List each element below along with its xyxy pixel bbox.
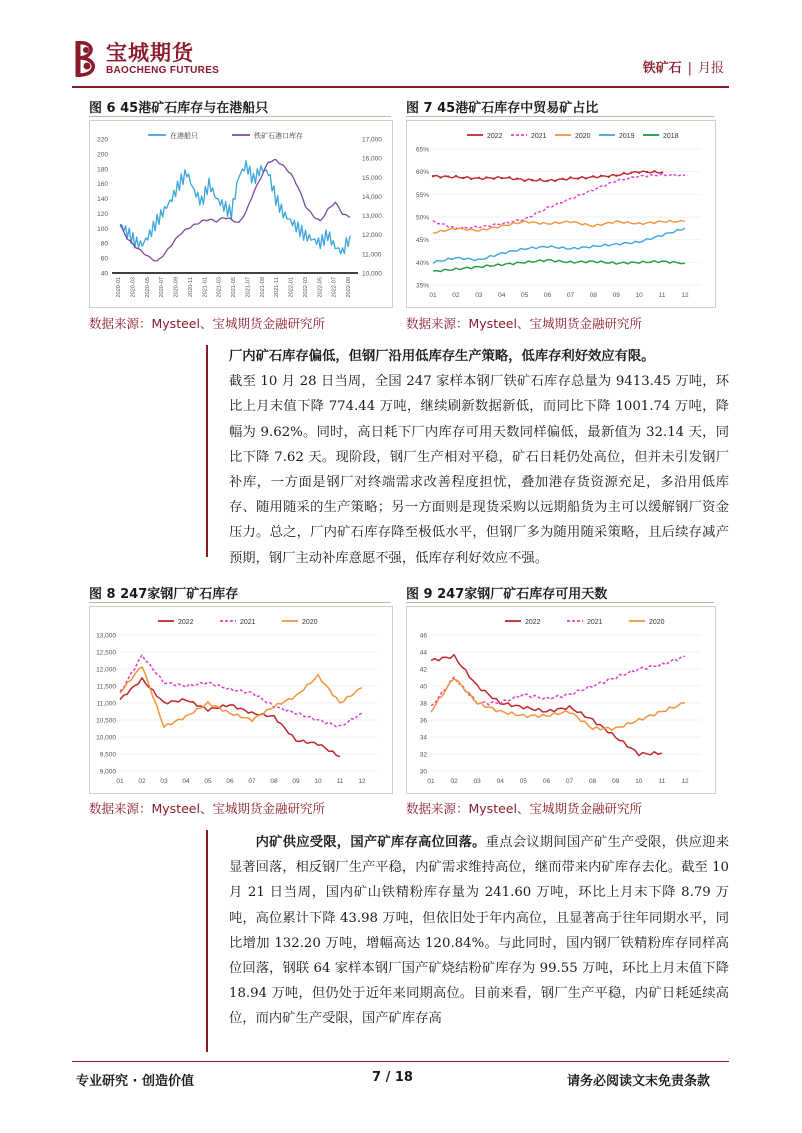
y-tick-label: 34 [419,734,427,742]
figure-8-rule [89,602,391,603]
x-tick-label: 2021-09 [259,277,266,298]
series-line-2021 [120,655,362,727]
y-tick-label: 65% [415,146,429,154]
left-axis-tick: 180 [97,166,108,174]
chart-mill-stock-days [407,607,715,793]
series-marker [638,172,640,174]
y-tick-label: 11,000 [96,700,116,708]
y-tick-label: 12,500 [96,649,116,657]
x-tick-label: 12 [681,292,689,299]
y-tick-label: 11,500 [96,683,116,691]
series-marker [546,180,548,182]
series-marker [462,177,464,179]
right-axis-tick: 10,000 [362,270,382,278]
series-marker [562,178,564,180]
x-tick-label: 2020-11 [187,277,194,298]
section-1-lead: 厂内矿石库存偏低，但钢厂沿用低库存生产策略，低库存利好效应有限。 [229,349,655,364]
series-line-2022 [120,678,340,757]
series-marker [585,177,587,179]
figure-6-title: 图 6 45港矿石库存与在港船只 [89,101,269,116]
x-tick-label: 07 [565,778,574,785]
series-marker [432,175,434,177]
figure-9-title: 图 9 247家钢厂矿石库存可用天数 [406,587,608,602]
series-marker [615,175,617,177]
y-tick-label: 44 [419,649,427,657]
x-tick-label: 01 [427,778,435,785]
y-tick-label: 10,000 [96,734,116,742]
series-line-2022 [431,655,662,756]
section-1-body: 截至 10 月 28 日当周，全国 247 家样本钢厂铁矿石库存总量为 9413.45 万吨，环比上月末值下降 774.44 万吨，继续刷新数据新低，而同比下降 1001.74 万吨，降幅为 9.62%。同时，高日耗下厂内库存可用天数同样偏低，最新值为 32.14 天，同比下降 7.62 天。现阶段，钢厂生产相对平稳，矿石日耗仍处高位，但并未引发钢厂补库，一方面是钢厂对终端需求改善程度担忧，叠加港存货资源充足，多沿用低库存、随用随采的生产策略；另一方面则是现货采购以远期船货为主可以缓解钢厂资金压力。总之，厂内矿石库存降至极低水平，但钢厂多为随用随采策略，且后续存减产预期，钢厂主动补库意愿不强，低库存利好效应不强。 [229,374,729,566]
figure-7-title: 图 7 45港矿石库存中贸易矿占比 [406,101,599,116]
x-tick-label: 2022-07 [331,277,338,298]
right-axis-tick: 16,000 [362,155,382,163]
logo-chinese-name: 宝城期货 [106,40,194,65]
footer-slogan: 专业研究 · 创造价值 [76,1074,194,1089]
x-tick-label: 2021-11 [274,277,281,298]
x-tick-label: 02 [450,778,458,785]
y-tick-label: 9,500 [99,751,116,759]
x-tick-label: 07 [566,292,575,299]
report-category [643,57,724,76]
series-marker [508,176,510,178]
series-marker [501,177,503,179]
y-tick-label: 12,000 [96,666,116,674]
section-1-text [89,344,729,571]
x-tick-label: 03 [160,778,168,785]
figure-7-rule [406,116,714,117]
page-header [0,0,802,92]
figure-8-title: 图 8 247家钢厂矿石库存 [89,587,239,602]
x-tick-label: 2020-09 [173,277,180,298]
series-marker [531,179,533,181]
series-line-ships [120,161,350,254]
x-tick-label: 04 [498,292,506,299]
series-marker [478,177,480,179]
y-tick-label: 38 [419,700,427,708]
section-2-indent [229,835,256,850]
y-tick-label: 9,000 [99,768,116,776]
x-tick-label: 10 [314,778,322,785]
x-tick-label: 06 [226,778,234,785]
x-tick-label: 01 [116,778,124,785]
right-axis-tick: 13,000 [362,213,382,221]
x-tick-label: 11 [658,778,666,785]
x-tick-label: 09 [612,778,620,785]
logo-b-icon [72,38,100,80]
series-line-port-stock [120,160,350,261]
legend-label: 2020 [302,619,318,626]
left-axis-tick: 200 [97,151,108,159]
legend-label: 2021 [531,133,547,140]
series-marker [569,176,571,178]
legend-label: 2022 [178,619,194,626]
y-tick-label: 42 [419,666,427,674]
left-axis-tick: 100 [97,225,108,233]
y-tick-label: 13,000 [96,632,116,640]
x-tick-label: 2020-01 [116,277,122,298]
right-axis-tick: 14,000 [362,193,382,201]
y-tick-label: 40 [419,683,427,691]
series-marker [607,176,609,178]
x-tick-label: 2021-01 [202,277,209,298]
legend-label: 2020 [649,619,665,626]
left-axis-tick: 60 [100,255,108,263]
series-marker [592,175,594,177]
x-tick-label: 2020-03 [130,277,137,298]
x-tick-label: 03 [473,778,481,785]
x-tick-label: 08 [270,778,278,785]
chart-trade-ore-share [407,121,715,307]
x-tick-label: 05 [521,292,529,299]
figure-7-source: 数据来源：Mysteel、宝城期货金融研究所 [406,316,642,331]
x-tick-label: 10 [635,778,643,785]
x-tick-label: 2021-03 [216,277,223,298]
left-axis-tick: 40 [100,270,108,278]
x-tick-label: 05 [204,778,212,785]
figure-9-source: 数据来源：Mysteel、宝城期货金融研究所 [406,801,642,816]
legend-label: 2018 [663,133,679,140]
legend-label: 2019 [619,133,635,140]
x-tick-label: 2022-05 [317,277,324,298]
x-tick-label: 2020-05 [144,277,151,298]
section-2-text [89,830,729,1032]
series-line-2020 [433,220,685,233]
right-axis-tick: 15,000 [362,174,382,182]
report-type-label: 月报 [697,61,724,76]
x-tick-label: 2021-05 [231,277,237,298]
company-logo [72,38,219,80]
series-marker [447,175,449,177]
series-marker [554,180,556,182]
figure-6-chart [89,120,393,308]
y-tick-label: 32 [419,751,427,759]
series-marker [630,171,632,173]
y-tick-label: 40% [415,259,429,267]
x-tick-label: 03 [475,292,483,299]
left-axis-tick: 160 [97,181,108,189]
header-divider [72,86,729,88]
series-marker [646,171,648,173]
x-tick-label: 2020-07 [159,277,166,298]
legend-label: 2022 [487,133,503,140]
x-tick-label: 01 [429,292,437,299]
left-axis-tick: 120 [97,210,108,218]
page-number: 7 / 18 [372,1070,413,1085]
series-marker [516,178,518,180]
x-tick-label: 02 [452,292,460,299]
y-tick-label: 50% [415,214,429,222]
series-marker [493,178,495,180]
x-tick-label: 02 [138,778,146,785]
left-axis-tick: 220 [97,136,108,144]
series-marker [653,170,655,172]
legend-label-stock: 铁矿石港口库存 [254,133,303,140]
figure-9-chart [406,606,716,794]
y-tick-label: 35% [415,282,429,290]
x-tick-label: 11 [658,292,666,299]
legend-label-ships: 在港船只 [170,133,198,140]
x-tick-label: 12 [681,778,689,785]
legend-label: 2022 [525,619,541,626]
series-marker [470,178,472,180]
footer-disclaimer: 请务必阅读文末免责条款 [567,1074,711,1089]
series-line-2020 [431,679,685,730]
x-tick-label: 09 [612,292,620,299]
series-line-2021 [433,174,685,229]
series-marker [600,175,602,177]
x-tick-label: 08 [589,778,597,785]
series-marker [577,177,579,179]
chart-mill-ore-stock [90,607,392,793]
series-line-2020 [120,667,362,727]
x-tick-label: 2021-07 [245,277,252,298]
y-tick-label: 10,500 [96,717,116,725]
series-marker [539,178,541,180]
x-tick-label: 11 [336,778,344,785]
series-line-2018 [433,260,685,272]
x-tick-label: 10 [635,292,643,299]
x-tick-label: 04 [496,778,504,785]
series-line-2019 [433,228,685,263]
series-marker [523,180,525,182]
figure-6-source: 数据来源：Mysteel、宝城期货金融研究所 [89,316,325,331]
legend-label: 2020 [575,133,591,140]
x-tick-label: 08 [589,292,597,299]
y-tick-label: 60% [415,169,429,177]
x-tick-label: 05 [519,778,527,785]
x-tick-label: 2022-03 [302,277,309,298]
series-marker [439,176,441,178]
x-tick-label: 2022-09 [346,277,352,298]
figure-8-chart [89,606,393,794]
right-axis-tick: 11,000 [362,251,382,259]
x-tick-label: 12 [358,778,366,785]
right-axis-tick: 12,000 [362,232,382,240]
figure-8-source: 数据来源：Mysteel、宝城期货金融研究所 [89,801,325,816]
figure-7-chart [406,120,716,308]
left-axis-tick: 140 [97,196,108,204]
series-line-2021 [431,656,685,705]
x-tick-label: 2022-01 [288,277,295,298]
x-tick-label: 06 [543,292,552,299]
x-tick-label: 07 [248,778,256,785]
header-separator: | [687,61,692,76]
figure-6-rule [89,116,391,117]
chart-port-stock-ships [90,121,392,307]
footer-divider [72,1061,729,1062]
left-axis-tick: 80 [100,240,108,248]
y-tick-label: 36 [419,717,427,725]
y-tick-label: 45% [415,237,429,245]
right-axis-tick: 17,000 [362,136,382,144]
x-tick-label: 09 [292,778,300,785]
y-tick-label: 55% [415,191,429,199]
series-marker [485,176,487,178]
legend-label: 2021 [587,619,603,626]
series-marker [455,175,457,177]
x-tick-label: 04 [182,778,190,785]
section-2-lead: 内矿供应受限，国产矿库存高位回落。 [255,835,486,850]
logo-english-name: BAOCHENG FUTURES [106,65,220,76]
section-2-body: 重点会议期间国产矿生产受限，供应迎来显著回落，相反钢厂生产平稳，内矿需求维持高位，继而带来内矿库存去化。截至 10 月 21 日当周，国内矿山铁精粉库存量为 241.60 万吨，环比上月末下降 8.79 万吨，高位累计下降 43.98 万吨，但依旧处于年内高位，且显著高于往年同期水平，同比增加 132.20 万吨，增幅高达 120.84%。与此同时，国内钢厂铁精粉库存同样高位回落，钢联 64 家样本钢厂国产矿烧结粉矿库存为 99.55 万吨，环比上月末值下降 18.94 万吨，但仍处于近年来同期高位。目前来看，钢厂生产平稳，内矿日耗延续高位，而内矿生产受限，国产矿库存高 [229,835,730,1027]
category-label: 铁矿石 [642,61,682,76]
y-tick-label: 46 [419,632,427,640]
y-tick-label: 30 [419,768,427,776]
figure-9-rule [406,602,714,603]
x-tick-label: 06 [542,778,551,785]
series-marker [623,172,625,174]
legend-label: 2021 [240,619,256,626]
